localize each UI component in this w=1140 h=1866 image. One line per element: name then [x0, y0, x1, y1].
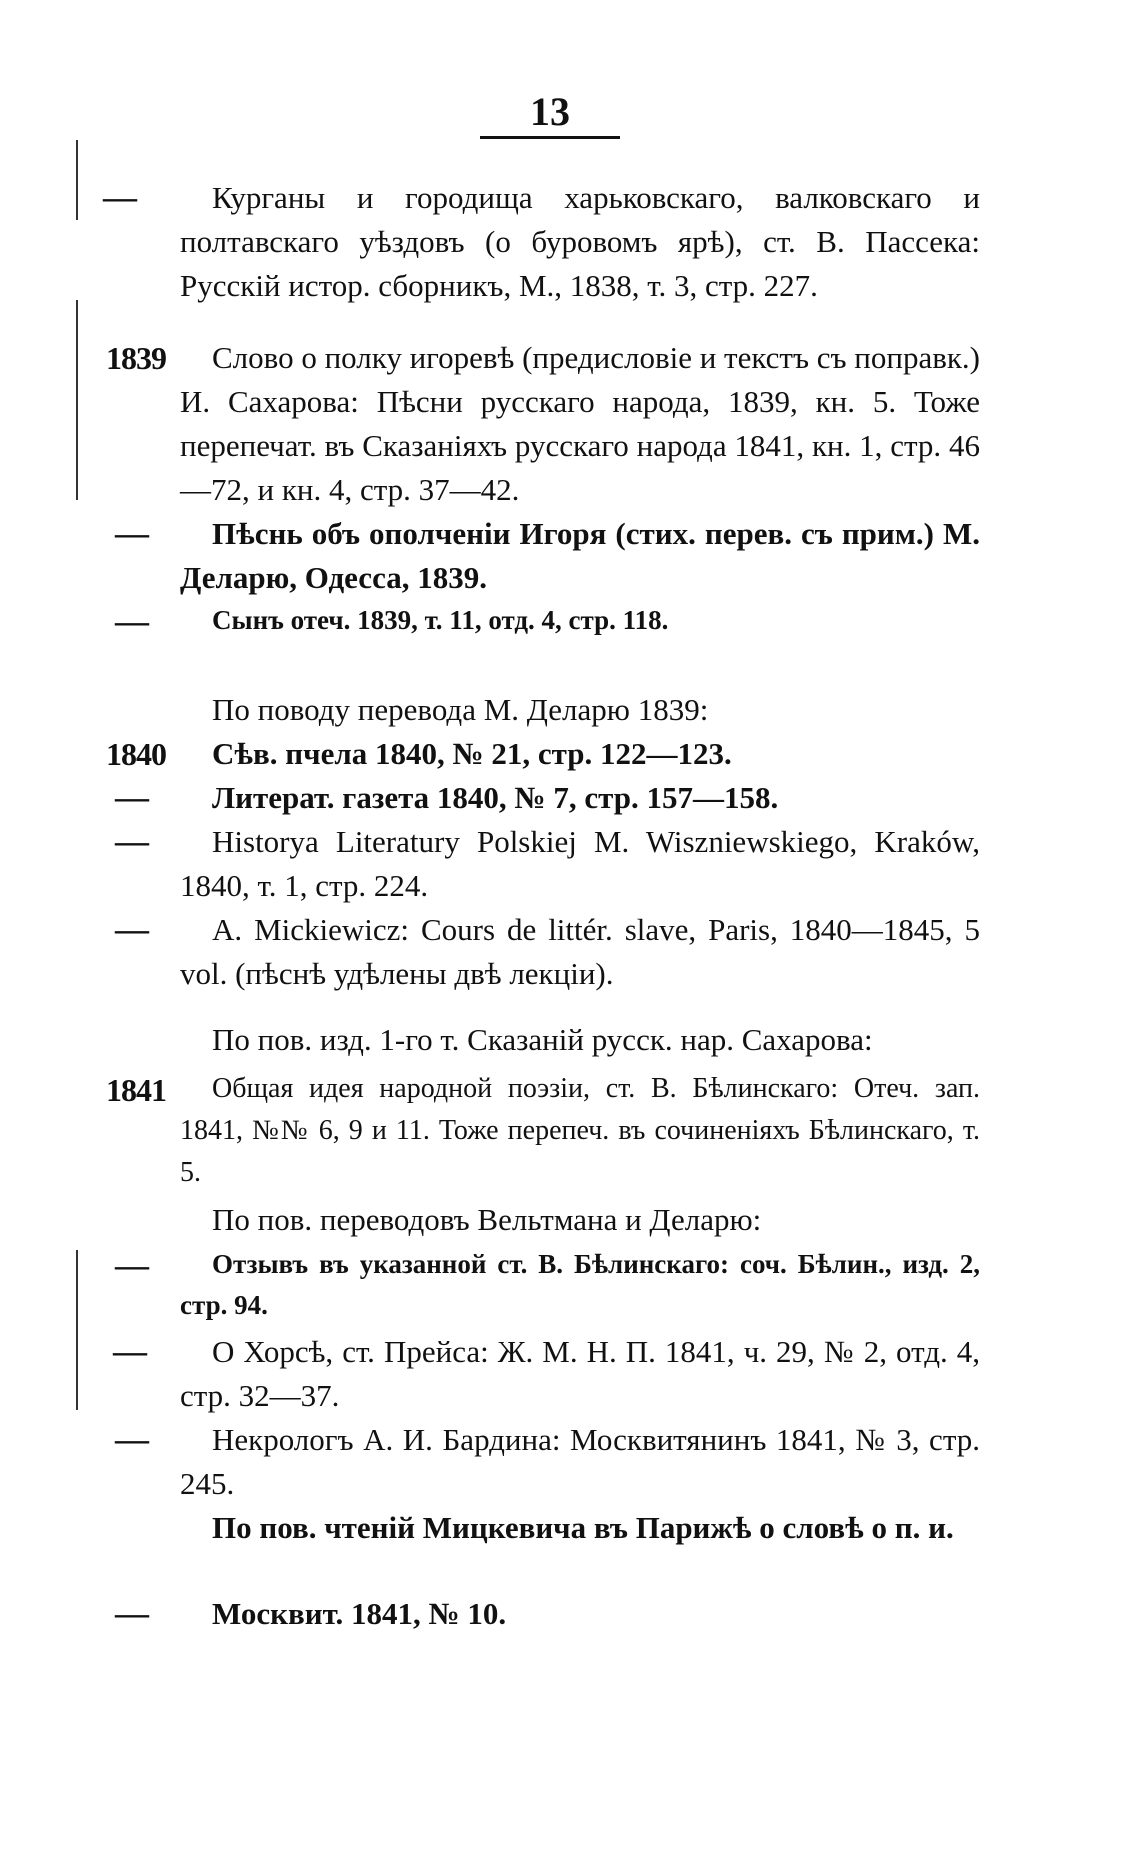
entry-text: Сынъ отеч. 1839, т. 11, отд. 4, стр. 118.	[212, 605, 669, 635]
entry-year: 1839	[106, 340, 166, 376]
heading-text: По пов. переводовъ Вельтмана и Деларю:	[212, 1202, 762, 1237]
heading-text: По поводу перевода М. Деларю 1839:	[212, 692, 709, 727]
margin-rule	[76, 1250, 78, 1410]
entry-year: 1840	[106, 736, 166, 772]
entry-text: Курганы и городища харьковскаго, валковскаго и полтавскаго уѣздовъ (о буровомъ ярѣ), ст. В. Пассека: Русскій истор. сборникъ, М., 1838, т. 3, стр. 227.	[180, 180, 980, 303]
entry-marker: —	[115, 603, 149, 640]
entry-text: A. Mickiewicz: Cours de littér. slave, Paris, 1840—1845, 5 vol. (пѣснѣ удѣлены двѣ лекціи).	[180, 912, 980, 991]
entry-marker: —	[103, 179, 137, 216]
heading-text: По пов. чтеній Мицкевича въ Парижѣ о словѣ о п. и.	[212, 1510, 954, 1545]
entry-marker: —	[115, 823, 149, 860]
entry-year: 1841	[106, 1072, 166, 1108]
margin-rule	[76, 300, 78, 500]
heading-text: По пов. изд. 1-го т. Сказаній русск. нар. Сахарова:	[212, 1022, 873, 1057]
margin-rule	[76, 140, 78, 220]
entry-text: Сѣв. пчела 1840, № 21, стр. 122—123.	[212, 736, 732, 771]
entry-marker: —	[115, 911, 149, 948]
entry-marker: —	[115, 1421, 149, 1458]
entry-text: Москвит. 1841, № 10.	[212, 1596, 507, 1631]
entry-text: Слово о полку игоревѣ (предисловіе и текстъ съ поправк.) И. Сахарова: Пѣсни русскаго народа, 1839, кн. 5. Тоже перепечат. въ Сказаніяхъ русскаго народа 1841, кн. 1, стр. 46—72, и кн. 4, стр. 37—42.	[180, 340, 980, 507]
entry-marker: —	[115, 1595, 149, 1632]
entry-text: Отзывъ въ указанной ст. В. Бѣлинскаго: соч. Бѣлин., изд. 2, стр. 94.	[180, 1249, 980, 1320]
entry-marker: —	[115, 515, 149, 552]
entry-text: Некрологъ А. И. Бардина: Москвитянинъ 1841, № 3, стр. 245.	[180, 1422, 980, 1501]
entry-marker: —	[113, 1333, 147, 1370]
entry-text: Общая идея народной поэзіи, ст. В. Бѣлинскаго: Отеч. зап. 1841, №№ 6, 9 и 11. Тоже перепеч. въ сочиненіяхъ Бѣлинскаго, т. 5.	[180, 1073, 980, 1188]
entry-text: Литерат. газета 1840, № 7, стр. 157—158.	[212, 780, 779, 815]
entry-text: О Хорсѣ, ст. Прейса: Ж. М. Н. П. 1841, ч. 29, № 2, отд. 4, стр. 32—37.	[180, 1334, 980, 1413]
entry-text: Historya Literatury Polskiej M. Wiszniewskiego, Kraków, 1840, т. 1, стр. 224.	[180, 824, 980, 903]
page-number: 13	[480, 88, 620, 139]
entry-text: Пѣснь объ ополченіи Игоря (стих. перев. съ прим.) М. Деларю, Одесса, 1839.	[180, 516, 980, 595]
entry-marker: —	[115, 779, 149, 816]
entry-marker: —	[115, 1247, 149, 1284]
